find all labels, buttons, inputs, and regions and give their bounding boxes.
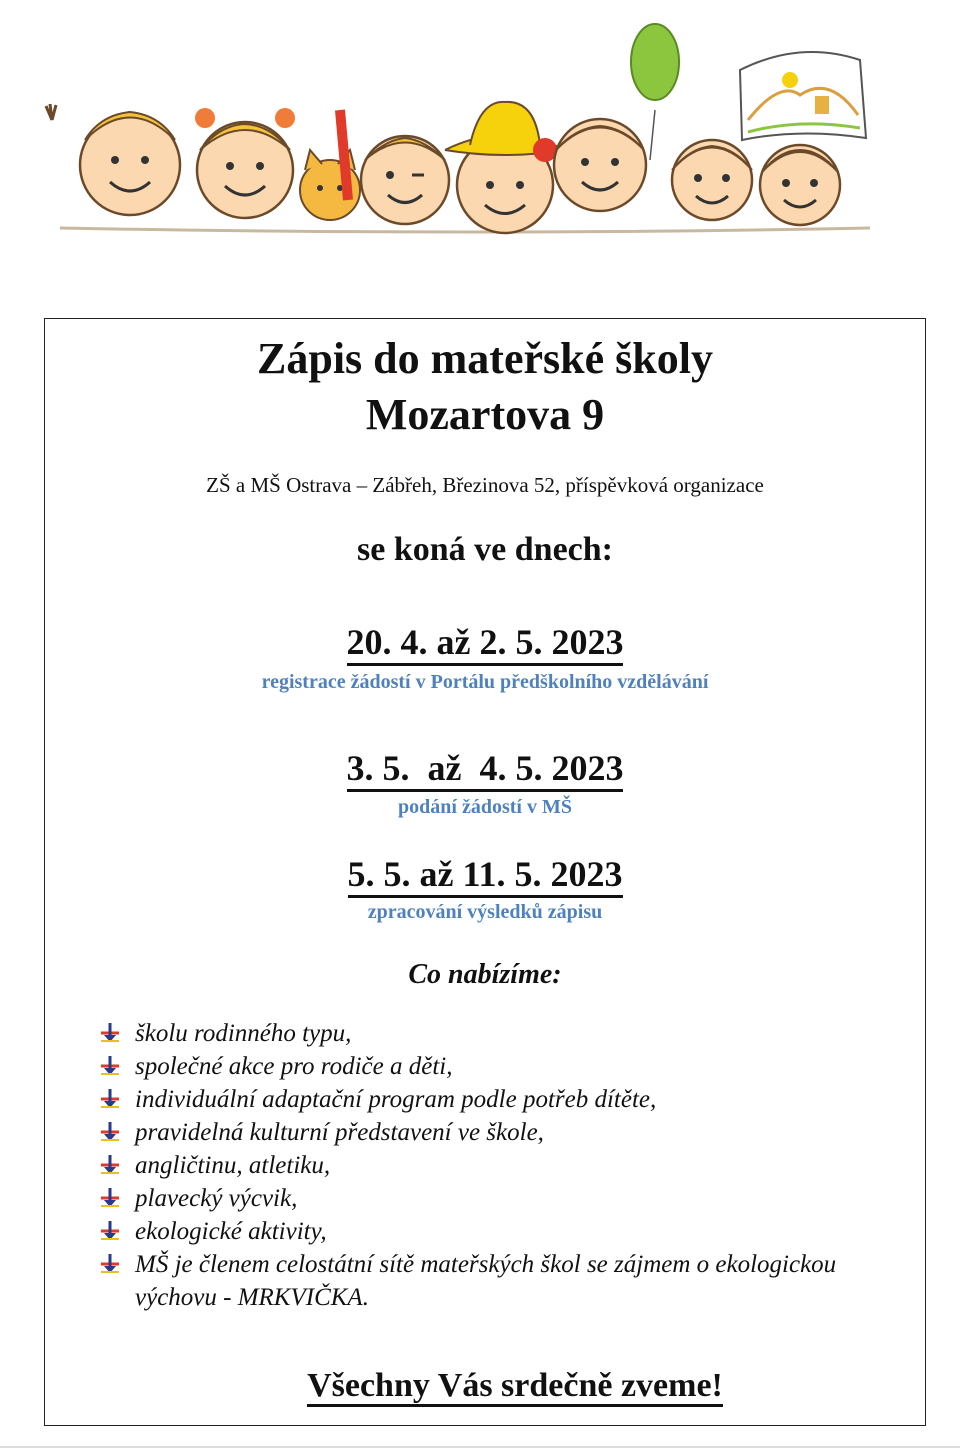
arrow-down-bullet-icon <box>97 1055 123 1077</box>
page-title-line1: Zápis do mateřské školy <box>257 334 713 383</box>
offer-item <box>97 1215 897 1248</box>
date-range-3 <box>45 853 925 895</box>
arrow-down-bullet-icon <box>97 1022 123 1044</box>
child-face-icon <box>195 108 295 218</box>
arrow-down-bullet-icon <box>97 1121 123 1143</box>
offer-item-text: plavecký výcvik, <box>135 1185 298 1212</box>
offer-item <box>97 1248 897 1314</box>
child-face-icon <box>361 136 449 224</box>
arrow-down-bullet-icon <box>97 1220 123 1242</box>
child-face-icon <box>672 140 752 220</box>
arrow-down-bullet-icon <box>97 1187 123 1209</box>
child-face-icon <box>760 145 840 225</box>
date-range-2-desc: podání žádostí v MŠ <box>398 796 572 818</box>
cat-face-icon <box>300 110 360 220</box>
child-face-with-hat-icon <box>445 102 565 233</box>
date-range-1-desc: registrace žádostí v Portálu předškolního vzdělávání <box>261 671 709 693</box>
offer-item-text: individuální adaptační program podle potřeb dítěte, <box>135 1086 657 1113</box>
date-range-1-text: 20. 4. až 2. 5. 2023 <box>347 622 624 666</box>
offer-item <box>97 1083 897 1116</box>
offer-item <box>97 1050 897 1083</box>
date-range-2-text: 3. 5. až 4. 5. 2023 <box>347 748 624 792</box>
landscape-drawing-icon <box>740 52 866 140</box>
date-range-1 <box>45 621 925 663</box>
closing-invitation <box>75 1367 955 1405</box>
announcement-frame <box>44 318 926 1426</box>
closing-invitation-text: Všechny Vás srdečně zveme! <box>307 1367 723 1407</box>
arrow-down-bullet-icon <box>97 1088 123 1110</box>
offer-item <box>97 1149 897 1182</box>
offer-item-text: angličtinu, atletiku, <box>135 1152 331 1179</box>
intro-heading: se koná ve dnech: <box>357 531 613 568</box>
arrow-down-bullet-icon <box>97 1154 123 1176</box>
offer-item <box>97 1182 897 1215</box>
offer-item-text: ekologické aktivity, <box>135 1218 327 1245</box>
offer-list <box>97 1017 897 1314</box>
page-title-line2: Mozartova 9 <box>365 390 605 439</box>
date-range-2 <box>45 747 925 789</box>
children-banner-illustration <box>0 0 960 300</box>
offer-heading: Co nabízíme: <box>408 959 562 990</box>
offer-item <box>97 1116 897 1149</box>
arrow-down-bullet-icon <box>97 1253 123 1275</box>
offer-item-text: pravidelná kulturní představení ve škole, <box>135 1119 544 1146</box>
organization-name: ZŠ a MŠ Ostrava – Zábřeh, Březinova 52, příspěvková organizace <box>206 473 764 497</box>
offer-item <box>97 1017 897 1050</box>
offer-item-text: školu rodinného typu, <box>135 1020 352 1047</box>
offer-item-text: společné akce pro rodiče a děti, <box>135 1053 453 1080</box>
date-range-3-desc: zpracování výsledků zápisu <box>367 901 603 923</box>
offer-item-text: MŠ je členem celostátní sítě mateřských škol se zájmem o ekologickou výchovu - MRKVIČKA. <box>135 1251 837 1311</box>
child-face-icon <box>554 119 646 211</box>
bottom-divider <box>0 1446 960 1448</box>
date-range-3-text: 5. 5. až 11. 5. 2023 <box>348 854 623 898</box>
child-face-icon <box>46 104 180 215</box>
